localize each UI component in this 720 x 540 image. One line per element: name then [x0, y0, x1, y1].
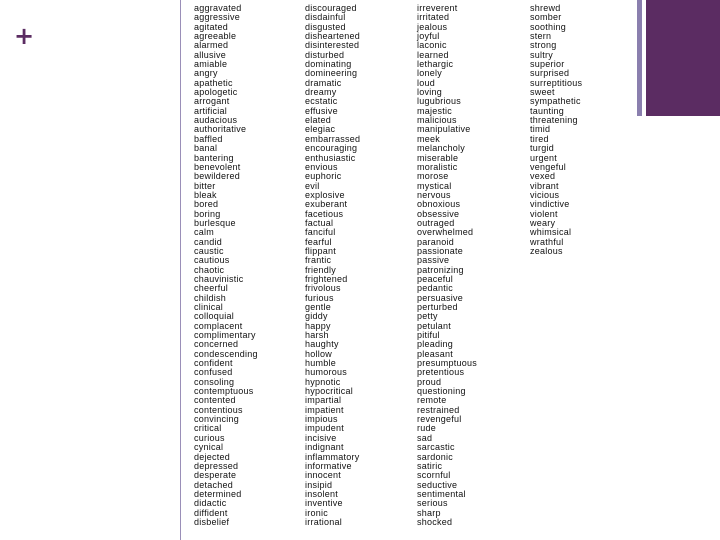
- word-item: complimentary: [194, 330, 256, 341]
- word-item: incisive: [305, 432, 337, 443]
- word-column-1: [194, 4, 258, 527]
- word-item: bewildered: [194, 171, 241, 182]
- word-item: surreptitious: [530, 77, 583, 88]
- word-item: cynical: [194, 442, 224, 453]
- word-item: concerned: [194, 339, 239, 350]
- word-item: obnoxious: [417, 199, 461, 210]
- word-item: sardonic: [417, 451, 454, 462]
- word-item: determined: [194, 488, 242, 499]
- word-item: elegiac: [305, 124, 336, 135]
- word-item: consoling: [194, 376, 235, 387]
- word-column-2: [305, 4, 360, 527]
- word-item: melancholy: [417, 143, 466, 154]
- word-item: detached: [194, 479, 234, 490]
- word-item: arrogant: [194, 96, 230, 107]
- word-item: pretentious: [417, 367, 465, 378]
- word-item: dramatic: [305, 77, 342, 88]
- word-item: caustic: [194, 245, 224, 256]
- word-item: convincing: [194, 414, 240, 425]
- word-item: miserable: [417, 152, 459, 163]
- word-item: irrational: [305, 516, 343, 527]
- word-item: joyful: [417, 31, 440, 42]
- word-item: shrewd: [530, 3, 561, 13]
- word-item: diffident: [194, 507, 228, 518]
- word-item: haughty: [305, 339, 339, 350]
- word-item: manipulative: [417, 124, 471, 135]
- word-item: depressed: [194, 460, 239, 471]
- word-item: dejected: [194, 451, 231, 462]
- word-item: peaceful: [417, 273, 454, 284]
- word-item: perturbed: [417, 302, 458, 312]
- word-item: humble: [305, 358, 337, 369]
- word-item: banal: [194, 143, 218, 154]
- word-item: loud: [417, 77, 436, 88]
- word-item: hypocritical: [305, 386, 354, 397]
- word-item: chauvinistic: [194, 273, 244, 284]
- word-item: harsh: [305, 330, 329, 341]
- word-item: alarmed: [194, 40, 229, 51]
- word-item: insolent: [305, 488, 339, 499]
- word-item: nervous: [417, 189, 451, 200]
- word-item: encouraging: [305, 143, 358, 154]
- word-item: clinical: [194, 302, 224, 312]
- word-item: paranoid: [417, 236, 455, 247]
- word-item: exuberant: [305, 199, 348, 210]
- word-item: patronizing: [417, 264, 464, 275]
- word-item: happy: [305, 320, 331, 331]
- word-item: agitated: [194, 21, 229, 32]
- word-item: sarcastic: [417, 442, 455, 453]
- word-item: dreamy: [305, 87, 337, 98]
- word-item: apologetic: [194, 87, 238, 98]
- word-item: lethargic: [417, 59, 454, 70]
- word-item: sultry: [530, 49, 554, 60]
- word-item: zealous: [530, 245, 563, 256]
- word-item: humorous: [305, 367, 348, 378]
- word-item: whimsical: [530, 227, 572, 238]
- word-item: moralistic: [417, 161, 458, 172]
- word-item: turgid: [530, 143, 555, 154]
- word-item: burlesque: [194, 217, 236, 228]
- word-item: colloquial: [194, 311, 235, 322]
- word-item: gentle: [305, 302, 332, 312]
- word-item: surprised: [530, 68, 570, 79]
- word-item: hypnotic: [305, 376, 341, 387]
- word-item: artificial: [194, 105, 228, 116]
- word-item: cheerful: [194, 283, 229, 294]
- word-item: aggravated: [194, 3, 242, 13]
- word-item: sentimental: [417, 488, 466, 499]
- word-item: disinterested: [305, 40, 360, 51]
- word-item: pleading: [417, 339, 454, 350]
- word-item: apathetic: [194, 77, 233, 88]
- word-item: lonely: [417, 68, 443, 79]
- word-item: learned: [417, 49, 449, 60]
- word-item: bitter: [194, 180, 216, 191]
- word-item: calm: [194, 227, 215, 238]
- word-item: evil: [305, 180, 320, 191]
- word-item: passive: [417, 255, 450, 266]
- word-item: pitiful: [417, 330, 440, 341]
- word-item: didactic: [194, 498, 227, 509]
- word-item: impious: [305, 414, 338, 425]
- word-item: revengeful: [417, 414, 462, 425]
- left-divider-line: [180, 0, 181, 540]
- word-item: facetious: [305, 208, 344, 219]
- word-item: curious: [194, 432, 225, 443]
- word-item: violent: [530, 208, 558, 219]
- word-item: petty: [417, 311, 438, 322]
- word-item: desperate: [194, 470, 237, 481]
- word-item: contented: [194, 395, 236, 406]
- word-item: sweet: [530, 87, 555, 98]
- word-item: stern: [530, 31, 552, 42]
- word-column-3: [417, 4, 477, 527]
- word-item: frantic: [305, 255, 332, 266]
- word-item: persuasive: [417, 292, 464, 303]
- word-item: baffled: [194, 133, 223, 144]
- word-item: frivolous: [305, 283, 341, 294]
- word-item: complacent: [194, 320, 243, 331]
- word-item: petulant: [417, 320, 452, 331]
- word-item: frightened: [305, 273, 348, 284]
- word-item: mystical: [417, 180, 452, 191]
- word-item: serious: [417, 498, 448, 509]
- word-item: jealous: [417, 21, 448, 32]
- word-item: weary: [530, 217, 556, 228]
- word-item: childish: [194, 292, 227, 303]
- word-item: vibrant: [530, 180, 559, 191]
- word-item: benevolent: [194, 161, 241, 172]
- word-item: euphoric: [305, 171, 342, 182]
- word-item: agreeable: [194, 31, 237, 42]
- word-item: shocked: [417, 516, 453, 527]
- word-item: seductive: [417, 479, 458, 490]
- word-item: critical: [194, 423, 222, 434]
- word-item: meek: [417, 133, 441, 144]
- word-item: soothing: [530, 21, 567, 32]
- word-item: disdainful: [305, 12, 346, 23]
- word-item: envious: [305, 161, 338, 172]
- word-item: explosive: [305, 189, 345, 200]
- word-item: dominating: [305, 59, 352, 70]
- word-item: lugubrious: [417, 96, 462, 107]
- word-item: bored: [194, 199, 219, 210]
- word-item: irritated: [417, 12, 450, 23]
- word-item: angry: [194, 68, 218, 79]
- word-item: amiable: [194, 59, 228, 70]
- word-item: wrathful: [530, 236, 564, 247]
- word-item: inflammatory: [305, 451, 360, 462]
- plus-icon: +: [14, 22, 35, 50]
- word-item: confident: [194, 358, 233, 369]
- word-item: domineering: [305, 68, 358, 79]
- word-item: confused: [194, 367, 233, 378]
- word-item: condescending: [194, 348, 258, 359]
- word-item: enthusiastic: [305, 152, 356, 163]
- word-item: loving: [417, 87, 443, 98]
- word-item: innocent: [305, 470, 342, 481]
- word-item: disturbed: [305, 49, 345, 60]
- word-item: somber: [530, 12, 562, 23]
- word-item: ironic: [305, 507, 329, 518]
- word-item: presumptuous: [417, 358, 478, 369]
- word-item: vindictive: [530, 199, 570, 210]
- word-item: aggressive: [194, 12, 241, 23]
- word-item: audacious: [194, 115, 238, 126]
- word-item: disheartened: [305, 31, 361, 42]
- word-item: remote: [417, 395, 447, 406]
- accent-block: [646, 0, 720, 116]
- word-item: threatening: [530, 115, 578, 126]
- word-item: factual: [305, 217, 334, 228]
- word-item: restrained: [417, 404, 460, 415]
- word-item: pleasant: [417, 348, 454, 359]
- word-item: timid: [530, 124, 551, 135]
- word-item: boring: [194, 208, 221, 219]
- word-item: chaotic: [194, 264, 225, 275]
- word-item: vengeful: [530, 161, 567, 172]
- word-item: taunting: [530, 105, 565, 116]
- word-item: elated: [305, 115, 332, 126]
- word-item: strong: [530, 40, 557, 51]
- word-item: inventive: [305, 498, 343, 509]
- word-item: insipid: [305, 479, 333, 490]
- word-item: contentious: [194, 404, 243, 415]
- word-item: sad: [417, 432, 433, 443]
- word-item: indignant: [305, 442, 344, 453]
- word-item: flippant: [305, 245, 337, 256]
- word-item: outraged: [417, 217, 455, 228]
- word-item: giddy: [305, 311, 328, 322]
- word-item: authoritative: [194, 124, 247, 135]
- word-item: candid: [194, 236, 223, 247]
- word-item: fearful: [305, 236, 332, 247]
- word-item: satiric: [417, 460, 443, 471]
- word-item: embarrassed: [305, 133, 361, 144]
- word-item: bleak: [194, 189, 217, 200]
- word-item: impatient: [305, 404, 344, 415]
- word-item: informative: [305, 460, 352, 471]
- word-item: hollow: [305, 348, 333, 359]
- word-item: proud: [417, 376, 442, 387]
- word-item: disgusted: [305, 21, 346, 32]
- word-item: sharp: [417, 507, 441, 518]
- word-item: tired: [530, 133, 549, 144]
- word-item: scornful: [417, 470, 451, 481]
- word-item: passionate: [417, 245, 464, 256]
- word-item: obsessive: [417, 208, 460, 219]
- word-item: irreverent: [417, 3, 458, 13]
- word-item: ecstatic: [305, 96, 338, 107]
- word-item: vicious: [530, 189, 560, 200]
- word-column-4: [530, 4, 582, 256]
- word-item: sympathetic: [530, 96, 581, 107]
- word-item: furious: [305, 292, 334, 303]
- word-item: disbelief: [194, 516, 230, 527]
- word-item: questioning: [417, 386, 466, 397]
- word-item: superior: [530, 59, 565, 70]
- word-item: allusive: [194, 49, 227, 60]
- word-item: impudent: [305, 423, 345, 434]
- word-item: majestic: [417, 105, 453, 116]
- word-item: discouraged: [305, 3, 357, 13]
- word-item: impartial: [305, 395, 342, 406]
- word-item: bantering: [194, 152, 234, 163]
- word-item: morose: [417, 171, 449, 182]
- word-item: laconic: [417, 40, 447, 51]
- word-item: contemptuous: [194, 386, 254, 397]
- word-item: rude: [417, 423, 437, 434]
- word-item: cautious: [194, 255, 230, 266]
- accent-bar: [637, 0, 642, 116]
- word-item: friendly: [305, 264, 337, 275]
- word-item: urgent: [530, 152, 558, 163]
- word-item: vexed: [530, 171, 556, 182]
- word-item: pedantic: [417, 283, 454, 294]
- word-item: overwhelmed: [417, 227, 474, 238]
- word-item: effusive: [305, 105, 338, 116]
- word-item: malicious: [417, 115, 457, 126]
- word-item: fanciful: [305, 227, 336, 238]
